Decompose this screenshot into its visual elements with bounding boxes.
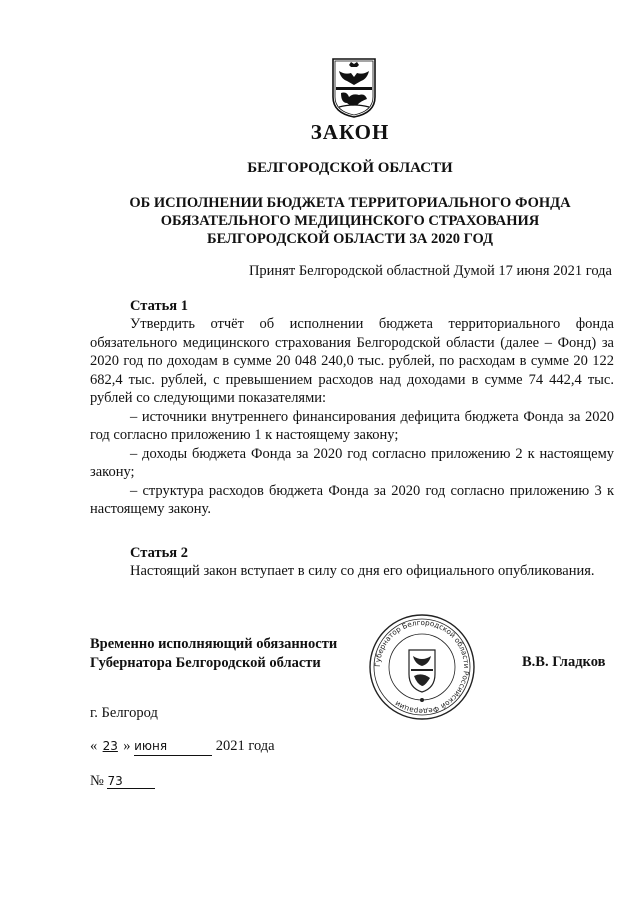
signer-name: В.В. Гладков: [522, 654, 606, 670]
signer-position-line: Губернатора Белгородской области: [90, 655, 321, 671]
number-label: №: [90, 773, 104, 789]
date-month: июня: [134, 739, 168, 753]
region-title: БЕЛГОРОДСКОЙ ОБЛАСТИ: [247, 160, 453, 176]
date-day: 23: [102, 739, 118, 753]
seal-text: Губернатор Белгородской области Российской Федерации: [372, 617, 472, 717]
article-2-paragraph: Настоящий закон вступает в силу со дня его официального опубликования.: [130, 563, 595, 579]
date-quote-close: »: [123, 738, 131, 754]
date-year: 2021 года: [215, 738, 275, 754]
date-line: [90, 738, 275, 756]
article-1-paragraph: – структура расходов бюджета Фонда за 2020 год согласно приложению 3 к настоящему закону.: [90, 482, 614, 517]
article-1-paragraph: – источники внутреннего финансирования дефицита бюджета Фонда за 2020 год согласно приложению 1 к настоящему закону;: [90, 408, 614, 443]
document-number: 73: [107, 774, 155, 789]
number-line: [90, 773, 155, 790]
law-heading-line: ОБ ИСПОЛНЕНИИ БЮДЖЕТА ТЕРРИТОРИАЛЬНОГО ФОНДА: [129, 195, 571, 211]
article-1-heading: Статья 1: [130, 298, 188, 314]
article-1-paragraph: Утвердить отчёт об исполнении бюджета территориального фонда обязательного медицинского страхования Белгородской области (далее – Фонд) за 2020 год по доходам в сумме 20 048 240,0 тыс. рублей, по расходам в сумме 20 122 682,4 тыс. рублей, с превышением расходов над доходами в сумме 74 442,4 тыс. рублей со следующими показателями:: [90, 316, 614, 406]
date-quote-open: «: [90, 738, 98, 754]
law-title: ЗАКОН: [310, 120, 390, 144]
signer-position-line: Временно исполняющий обязанности: [90, 636, 338, 652]
official-seal-stamp: [367, 612, 477, 722]
city-line: г. Белгород: [90, 705, 158, 721]
signer-position: [90, 635, 337, 673]
law-heading: [90, 194, 610, 248]
law-heading-line: БЕЛГОРОДСКОЙ ОБЛАСТИ ЗА 2020 ГОД: [207, 231, 493, 247]
article-1-body: [90, 315, 614, 519]
coat-of-arms-emblem: [331, 57, 377, 119]
adoption-note: Принят Белгородской областной Думой 17 июня 2021 года: [248, 263, 612, 279]
article-2-body: [90, 562, 630, 581]
article-1-paragraph: – доходы бюджета Фонда за 2020 год согласно приложению 2 к настоящему закону;: [90, 445, 614, 480]
article-2-heading: Статья 2: [130, 545, 188, 561]
law-heading-line: ОБЯЗАТЕЛЬНОГО МЕДИЦИНСКОГО СТРАХОВАНИЯ: [160, 213, 540, 229]
date-month-field: [134, 738, 212, 756]
